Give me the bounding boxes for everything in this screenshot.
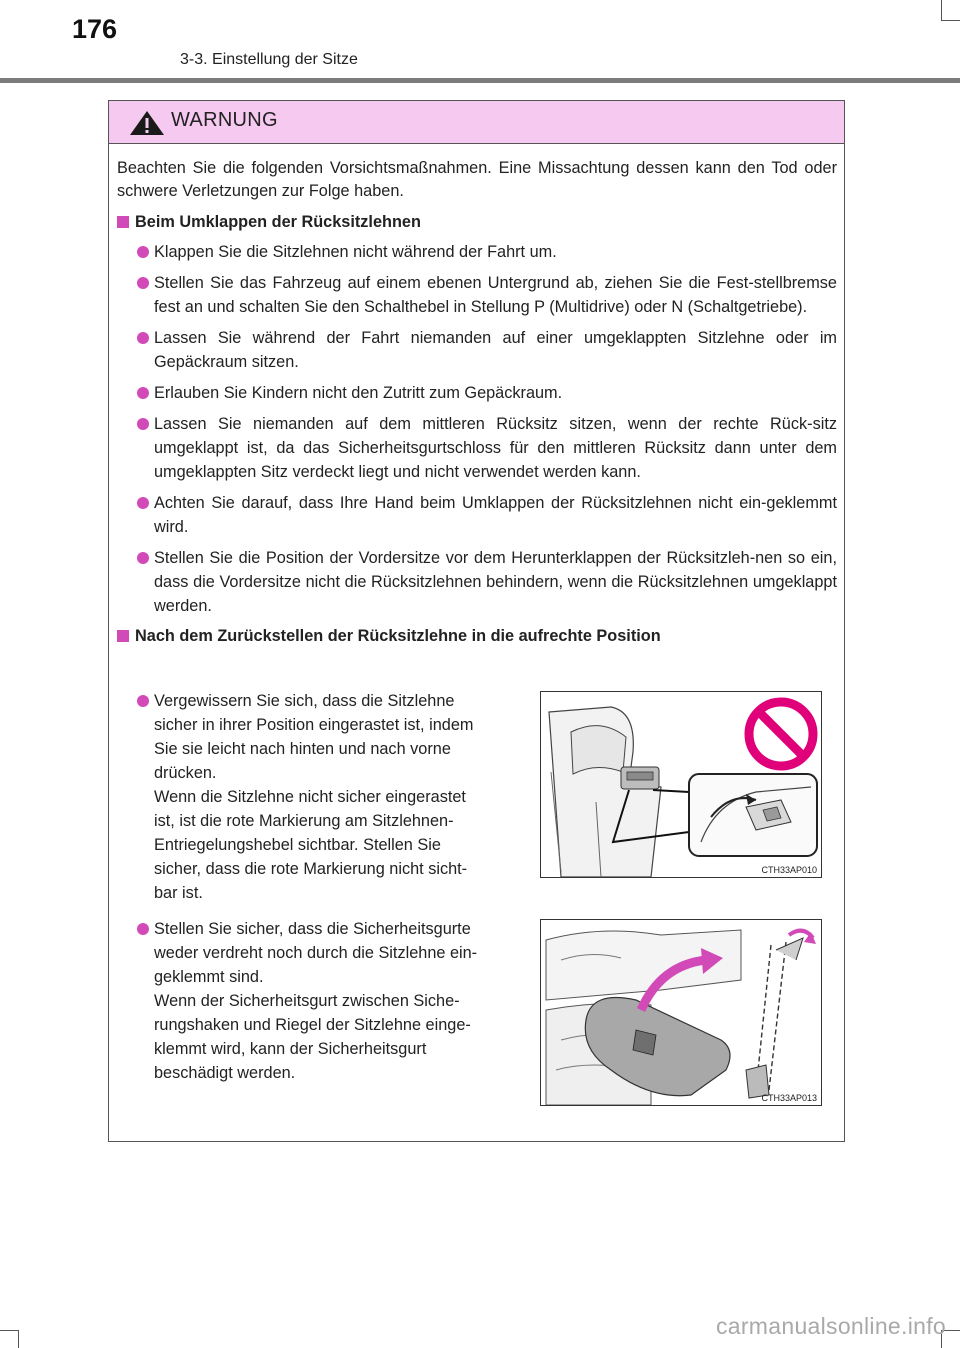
warning-box <box>108 100 845 1142</box>
watermark: carmanualsonline.info <box>715 1313 946 1339</box>
seat-latch-illustration <box>540 691 822 878</box>
text-line: drücken. <box>154 764 217 782</box>
figure-code: CTH33AP010 <box>761 865 817 875</box>
warning-content <box>117 157 837 654</box>
list-item-text: Stellen Sie die Position der Vordersitze vor dem Herunterklappen der Rücksitzleh-nen so ein, dass die Vordersitze nicht die Rücksitzlehnen behindern, wenn die Rücksitzlehnen umgeklappt werden. <box>154 549 837 615</box>
list-item <box>117 381 837 405</box>
page-number: 176 <box>72 14 118 44</box>
list-item-text: Lassen Sie niemanden auf dem mittleren Rücksitz sitzen, wenn der rechte Rück-sitz umgeklappt ist, da das Sicherheitsgurtschloss für den mittleren Rücksitz dann unter dem umgeklappten Sitz verdeckt liegt und nicht verwendet werden kann. <box>154 415 837 481</box>
list-item <box>117 240 837 264</box>
bullet-dot-icon <box>137 923 149 935</box>
section-heading-text: Nach dem Zurückstellen der Rücksitzlehne in die aufrechte Position <box>135 627 661 645</box>
text-line: geklemmt sind. <box>154 968 264 986</box>
bullet-dot-icon <box>137 497 149 509</box>
list-item <box>117 326 837 374</box>
list-item-text: Erlauben Sie Kindern nicht den Zutritt zum Gepäckraum. <box>154 384 563 402</box>
bullet-dot-icon <box>137 418 149 430</box>
seatbelt-illustration <box>540 919 822 1106</box>
list-item <box>117 412 837 484</box>
bullet-dot-icon <box>137 332 149 344</box>
text-line: Sie sie leicht nach hinten und nach vorne <box>154 740 451 758</box>
text-line: Wenn der Sicherheitsgurt zwischen Siche- <box>154 992 460 1010</box>
square-bullet-icon <box>117 630 129 642</box>
crop-mark <box>18 1330 19 1348</box>
list-item <box>117 271 837 319</box>
text-line: sicher in ihrer Position eingerastet ist, indem <box>154 716 474 734</box>
section-heading-text: Beim Umklappen der Rücksitzlehnen <box>135 213 421 231</box>
text-line: sicher, dass die rote Markierung nicht sicht- <box>154 860 468 878</box>
warning-title: WARNUNG <box>171 109 278 131</box>
text-line: Vergewissern Sie sich, dass die Sitzlehne <box>154 692 455 710</box>
section-heading-folding <box>117 211 837 234</box>
list-item-text: Stellen Sie das Fahrzeug auf einem ebenen Untergrund ab, ziehen Sie die Fest-stellbremse fest an und schalten Sie den Schalthebel in Stellung P (Multidrive) oder N (Schaltgetriebe). <box>154 274 837 316</box>
list-item-text: Achten Sie darauf, dass Ihre Hand beim Umklappen der Rücksitzlehnen nicht ein-geklemmt wird. <box>154 494 837 536</box>
list-item <box>117 689 520 905</box>
list-item <box>117 491 837 539</box>
bullet-dot-icon <box>137 246 149 258</box>
text-line: bar ist. <box>154 884 203 902</box>
warning-intro: Beachten Sie die folgenden Vorsichtsmaßnahmen. Eine Missachtung dessen kann den Tod oder schwere Verletzungen zur Folge haben. <box>117 159 837 200</box>
figure-item-latch <box>117 689 837 909</box>
list-item <box>117 917 520 1085</box>
text-line: Stellen Sie sicher, dass die Sicherheitsgurte <box>154 920 471 938</box>
bullet-dot-icon <box>137 277 149 289</box>
list-item-text: Lassen Sie während der Fahrt niemanden auf einer umgeklappten Sitzlehne oder im Gepäckraum sitzen. <box>154 329 837 371</box>
text-line: Entriegelungshebel sichtbar. Stellen Sie <box>154 836 441 854</box>
list-item-text: Klappen Sie die Sitzlehnen nicht während der Fahrt um. <box>154 243 557 261</box>
bullet-dot-icon <box>137 387 149 399</box>
bullet-dot-icon <box>137 695 149 707</box>
bullet-dot-icon <box>137 552 149 564</box>
header-rule <box>0 78 960 83</box>
text-line: beschädigt werden. <box>154 1064 296 1082</box>
text-line: Wenn die Sitzlehne nicht sicher eingerastet <box>154 788 466 806</box>
text-line: klemmt wird, kann der Sicherheitsgurt <box>154 1040 427 1058</box>
figure-code: CTH33AP013 <box>761 1093 817 1103</box>
seatbelt-drawing <box>541 920 821 1105</box>
warning-header <box>109 101 844 144</box>
list-item <box>117 546 837 618</box>
crop-mark <box>941 20 960 21</box>
text-line: ist, ist die rote Markierung am Sitzlehnen- <box>154 812 454 830</box>
text-line: weder verdreht noch durch die Sitzlehne ein- <box>154 944 478 962</box>
seat-latch-drawing <box>541 692 821 877</box>
section-title: 3-3. Einstellung der Sitze <box>180 51 358 68</box>
crop-mark <box>941 0 942 20</box>
square-bullet-icon <box>117 216 129 228</box>
crop-mark <box>0 1330 18 1331</box>
text-line: rungshaken und Riegel der Sitzlehne einge- <box>154 1016 471 1034</box>
section-heading-upright <box>117 625 837 648</box>
warning-triangle-icon <box>129 110 165 136</box>
figure-item-seatbelt <box>117 917 837 1117</box>
